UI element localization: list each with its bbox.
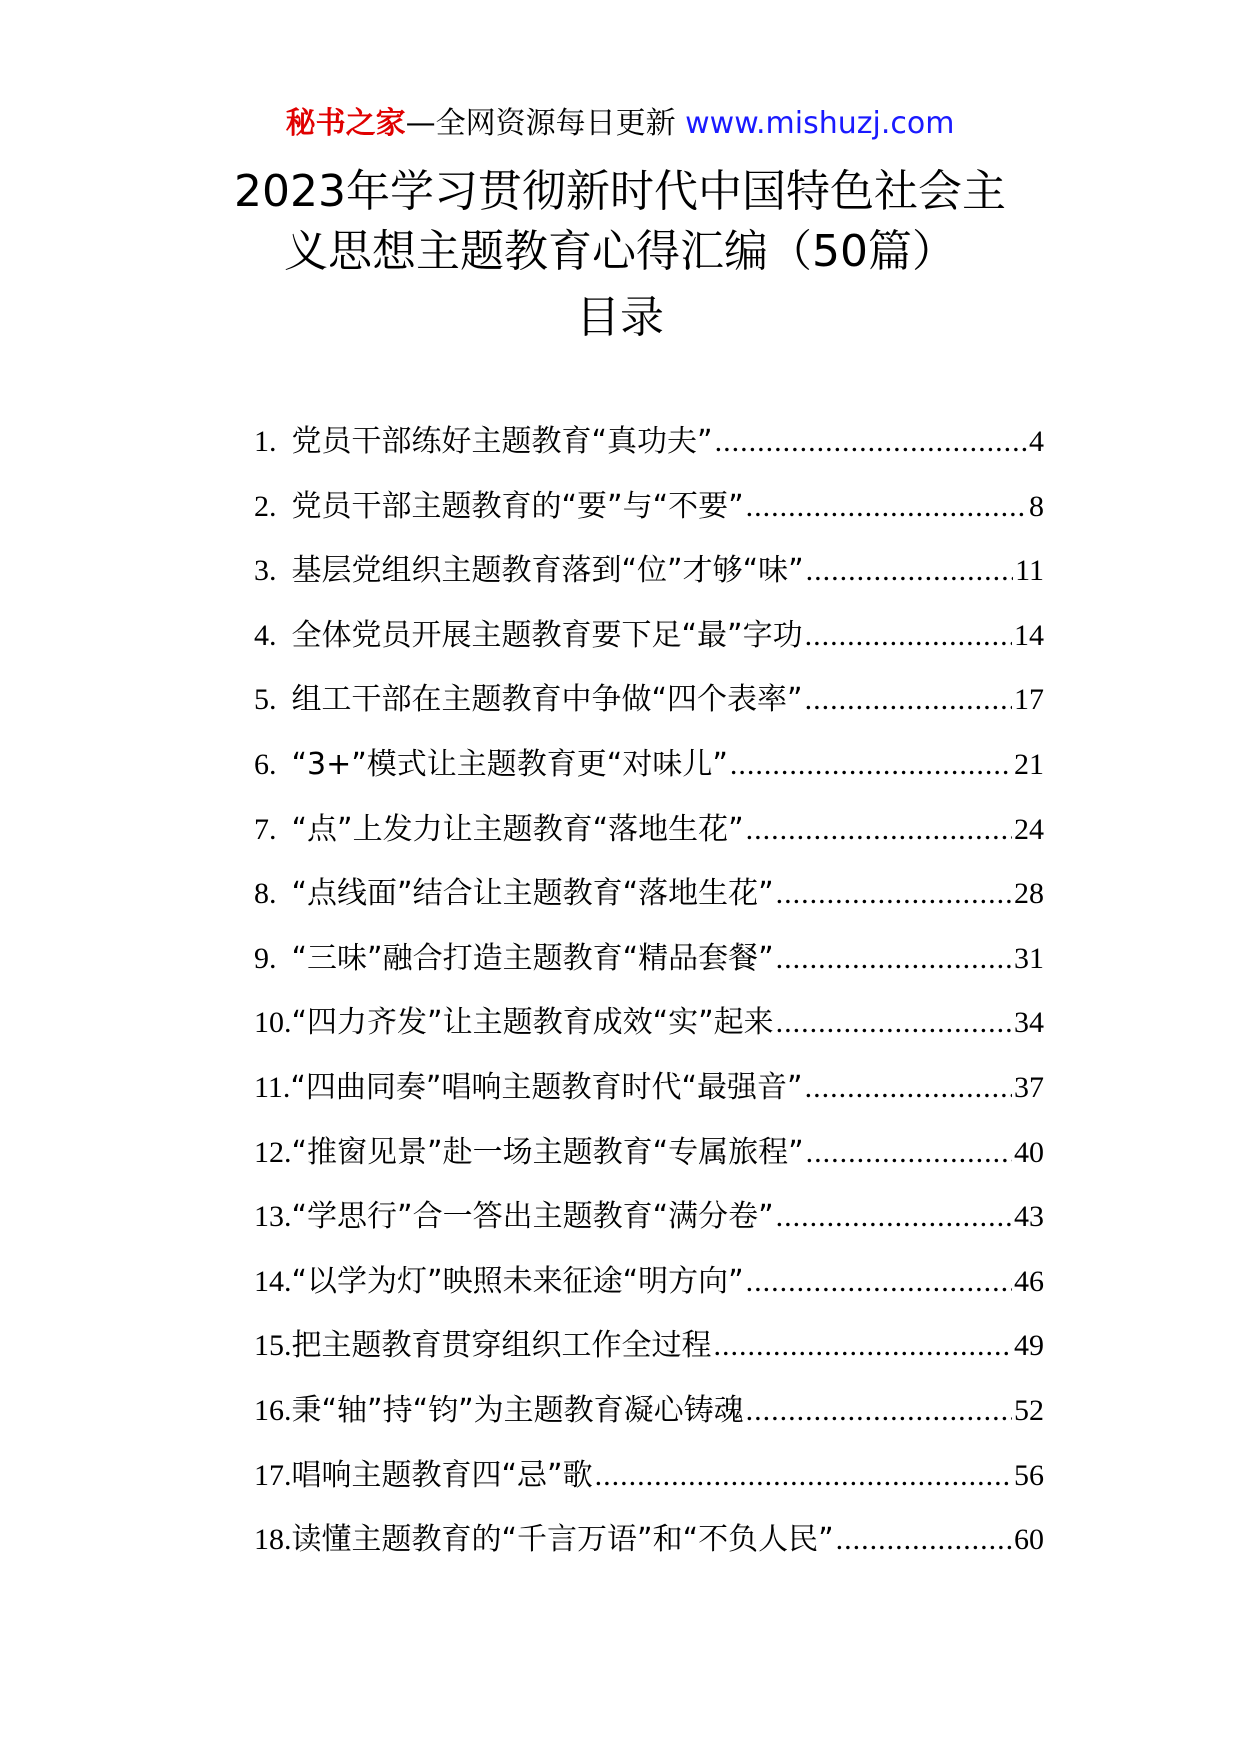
toc-entry-number: 4. xyxy=(254,618,292,652)
toc-dot-leader xyxy=(805,680,1012,720)
toc-entry[interactable] xyxy=(254,745,1044,810)
site-banner xyxy=(0,104,1240,144)
toc-entry-title: 基层党组织主题教育落到“位”才够“味” xyxy=(291,553,804,589)
toc-entry[interactable] xyxy=(254,1391,1044,1456)
toc-entry[interactable] xyxy=(254,1068,1044,1133)
toc-entry[interactable] xyxy=(254,1456,1044,1521)
toc-entry-number: 1. xyxy=(254,425,292,458)
toc-entry-number: 8. xyxy=(254,877,292,911)
toc-entry-title: “点”上发力让主题教育“落地生花” xyxy=(291,811,744,847)
toc-entry-title: 党员干部主题教育的“要”与“不要” xyxy=(291,488,744,524)
toc-entry-number: 10. xyxy=(254,1006,292,1040)
toc-entry-page: 28 xyxy=(1014,877,1044,911)
toc-entry-title: “四曲同奏”唱响主题教育时代“最强音” xyxy=(290,1069,803,1105)
toc-entry-title: 唱响主题教育四“忌”歌 xyxy=(291,1457,593,1493)
toc-entry[interactable] xyxy=(254,616,1044,681)
toc-dot-leader xyxy=(805,616,1012,656)
toc-entry-page: 52 xyxy=(1014,1393,1044,1427)
site-url-link[interactable]: www.mishuzj.com xyxy=(685,106,955,141)
toc-entry-number: 14. xyxy=(254,1264,292,1298)
title-line-1: 2023年学习贯彻新时代中国特色社会主 xyxy=(234,166,1006,217)
document-title xyxy=(160,162,1080,282)
toc-entry-page: 4 xyxy=(1029,425,1044,458)
toc-dot-leader xyxy=(714,1326,1013,1366)
toc-entry-title: “三味”融合打造主题教育“精品套餐” xyxy=(291,940,774,976)
toc-entry-title: “以学为灯”映照未来征途“明方向” xyxy=(291,1263,744,1299)
toc-dot-leader xyxy=(746,487,1027,527)
toc-entry-title: 秉“轴”持“钧”为主题教育凝心铸魂 xyxy=(291,1392,744,1428)
toc-dot-leader xyxy=(595,1456,1012,1496)
toc-entry[interactable] xyxy=(254,1326,1044,1391)
banner-slogan: —全网资源每日更新 xyxy=(405,106,686,141)
toc-entry[interactable] xyxy=(254,939,1044,1004)
toc-dot-leader xyxy=(776,939,1012,979)
toc-entry[interactable] xyxy=(254,874,1044,939)
toc-entry-number: 5. xyxy=(254,683,292,717)
toc-entry-page: 14 xyxy=(1014,618,1044,652)
toc-entry-title: 把主题教育贯穿组织工作全过程 xyxy=(291,1328,712,1364)
toc-entry-number: 2. xyxy=(254,489,292,523)
toc-entry-number: 3. xyxy=(254,554,292,588)
toc-entry-number: 12. xyxy=(254,1135,292,1169)
toc-dot-leader xyxy=(806,1133,1012,1173)
toc-dot-leader xyxy=(746,1391,1012,1431)
toc-entry[interactable] xyxy=(254,1133,1044,1198)
toc-dot-leader xyxy=(715,422,1027,462)
toc-heading: 目录 xyxy=(576,292,664,343)
toc-entry-title: “学思行”合一答出主题教育“满分卷” xyxy=(291,1199,774,1235)
toc-entry-page: 43 xyxy=(1014,1200,1044,1234)
toc-entry-page: 60 xyxy=(1014,1523,1044,1557)
title-line-2: 义思想主题教育心得汇编（50篇） xyxy=(284,226,956,277)
toc-entry[interactable] xyxy=(254,1262,1044,1327)
toc-dot-leader xyxy=(776,1197,1012,1237)
toc-entry-title: 党员干部练好主题教育“真功夫” xyxy=(291,424,713,459)
toc-entry-title: “3+”模式让主题教育更“对味儿” xyxy=(291,746,728,782)
toc-entry-number: 13. xyxy=(254,1200,292,1234)
toc-entry-title: 组工干部在主题教育中争做“四个表率” xyxy=(291,682,803,718)
toc-entry[interactable] xyxy=(254,487,1044,552)
toc-dot-leader xyxy=(746,810,1012,850)
toc-entry-page: 11 xyxy=(1015,554,1044,588)
toc-entry[interactable] xyxy=(254,810,1044,875)
toc-entry-title: 全体党员开展主题教育要下足“最”字功 xyxy=(291,617,803,653)
toc-entry-number: 9. xyxy=(254,941,292,975)
toc-entry-title: 读懂主题教育的“千言万语”和“不负人民” xyxy=(291,1522,834,1558)
toc-entry-number: 18. xyxy=(254,1523,292,1557)
brand-name: 秘书之家 xyxy=(285,106,406,141)
toc-entry[interactable] xyxy=(254,1520,1044,1585)
toc-entry-number: 16. xyxy=(254,1393,292,1427)
toc-entry-page: 40 xyxy=(1014,1135,1044,1169)
toc-entry[interactable] xyxy=(254,1003,1044,1068)
toc-entry-number: 17. xyxy=(254,1458,292,1492)
toc-entry[interactable] xyxy=(254,422,1044,487)
toc-entry[interactable] xyxy=(254,551,1044,616)
toc-entry[interactable] xyxy=(254,680,1044,745)
toc-entry-page: 34 xyxy=(1014,1006,1044,1040)
toc-entry-number: 15. xyxy=(254,1329,292,1363)
toc-entry[interactable] xyxy=(254,1197,1044,1262)
toc-entry-title: “推窗见景”赴一场主题教育“专属旅程” xyxy=(291,1134,804,1170)
toc-entry-number: 11. xyxy=(254,1070,291,1104)
toc-entry-page: 46 xyxy=(1014,1264,1044,1298)
toc-entry-title: “四力齐发”让主题教育成效“实”起来 xyxy=(291,1005,774,1041)
toc-entry-number: 7. xyxy=(254,812,292,846)
toc-dot-leader xyxy=(776,874,1012,914)
toc-dot-leader xyxy=(836,1520,1012,1560)
toc-entry-page: 21 xyxy=(1014,747,1044,781)
toc-entry-page: 8 xyxy=(1029,489,1044,523)
toc-dot-leader xyxy=(776,1003,1012,1043)
toc-entry-page: 56 xyxy=(1014,1458,1044,1492)
toc-entry-page: 24 xyxy=(1014,812,1044,846)
toc-dot-leader xyxy=(805,1068,1012,1108)
toc-entry-title: “点线面”结合让主题教育“落地生花” xyxy=(291,876,774,912)
toc-dot-leader xyxy=(746,1262,1012,1302)
toc-entry-page: 17 xyxy=(1014,683,1044,717)
table-of-contents xyxy=(254,422,1044,1585)
toc-entry-number: 6. xyxy=(254,747,292,781)
toc-entry-page: 37 xyxy=(1014,1070,1044,1104)
toc-entry-page: 31 xyxy=(1014,941,1044,975)
toc-entry-page: 49 xyxy=(1014,1329,1044,1363)
toc-dot-leader xyxy=(806,551,1013,591)
toc-dot-leader xyxy=(730,745,1012,785)
